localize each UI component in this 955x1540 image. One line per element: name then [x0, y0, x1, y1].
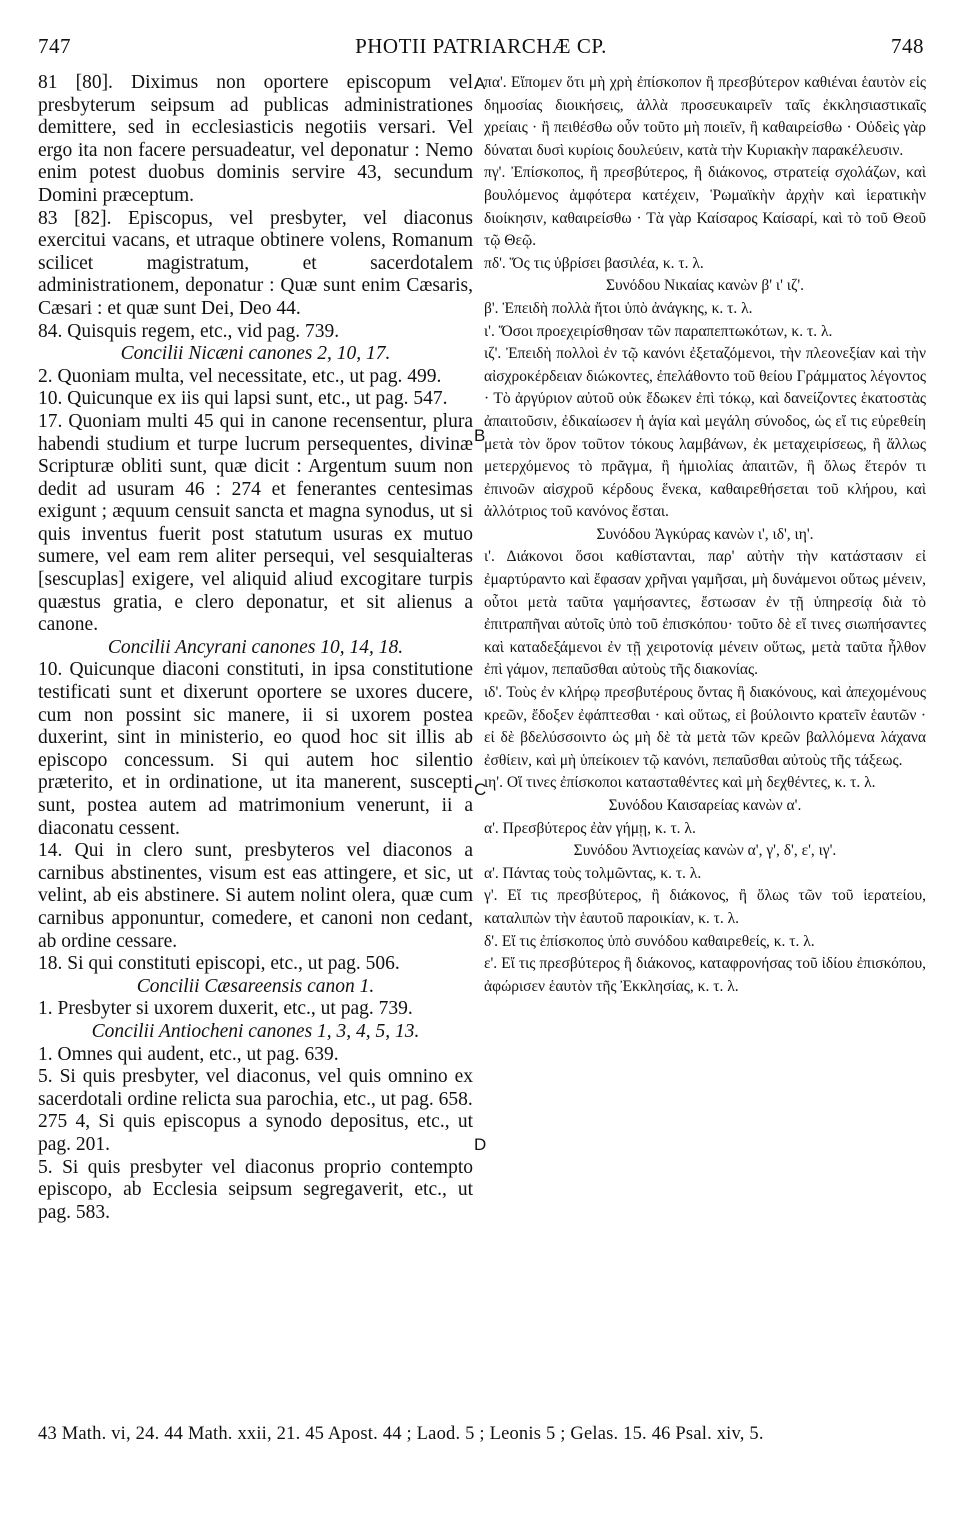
margin-marker-a: A [474, 74, 486, 93]
greek-canon-84: πδ'. Ὅς τις ὑβρίσει βασιλέα, κ. τ. λ. [484, 254, 704, 272]
margin-marker-b: B [474, 426, 486, 445]
greek-antioch-5: ε'. Εἴ τις πρεσβύτερος ἢ διάκονος, καταφρονήσας τοῦ ἰδίου ἐπισκόπου, ἀφώρισεν ἑαυτὸν τῆς Ἐκκλησίας, κ. τ. λ. [484, 955, 926, 995]
greek-caesarea-1: α'. Πρεσβύτερος ἐὰν γήμῃ, κ. τ. λ. [484, 819, 696, 837]
greek-canon-83: πγ'. Ἐπίσκοπος, ἢ πρεσβύτερος, ἢ διάκονος, στρατείᾳ σχολάζων, καὶ βουλόμενος ἀμφότερα κατέχειν, Ῥωμαϊκὴν ἀρχὴν καὶ ἱερατικὴν διοίκησιν, καθαιρείσθω · Τὰ γὰρ Καίσαρος Καίσαρί, καὶ τὸ τοῦ Θεοῦ τῷ Θεῷ. [484, 164, 926, 250]
greek-antioch-4: δ'. Εἴ τις ἐπίσκοπος ὑπὸ συνόδου καθαιρεθείς, κ. τ. λ. [484, 932, 815, 950]
latin-canon-84: 84. Quisquis regem, etc., vid pag. 739. [38, 320, 340, 342]
page-number-left: 747 [38, 34, 71, 58]
latin-ancyra-18: 18. Si qui constituti episcopi, etc., ut pag. 506. [38, 953, 400, 975]
latin-canon-83: 83 [82]. Episcopus, vel presbyter, vel diaconus exercitui vacans, et utraque obtinere volens, Romanum scilicet magistratum, et sacerdotalem administrationem, deponatur : Quæ sunt enim Cæsaris, Cæsari : et quæ sunt Dei, Deo 44. [38, 207, 473, 319]
latin-antioch-5b: 5. Si quis presbyter vel diaconus proprio contempto episcopo, ab Ecclesia seipsum segregaverit, etc., ut pag. 583. [38, 1156, 473, 1223]
greek-canon-81: πα'. Εἴπομεν ὅτι μὴ χρὴ ἐπίσκοπον ἢ πρεσβύτερον καθιέναι ἑαυτὸν εἰς δημοσίας διοικήσεις, ἀλλὰ προσευκαιρεῖν ταῖς ἐκκλησιαστικαῖς χρείαις · ἢ πειθέσθω οὖν τοῦτο μὴ ποιεῖν, ἢ καθαιρείσθω · Οὐδεὶς γὰρ δύναται δυσὶ κυρίοις δουλεύειν, κατὰ τὴν Κυριακὴν παρακέλευσιν. [484, 74, 926, 159]
latin-nicaea-17: 17. Quoniam multi 45 qui in canone recensentur, plura habendi studium et turpe lucrum persequentes, divinæ Scripturæ obliti sunt, quæ dicit : Argentum suum non dedit ad usuram 46 : 274 et fenerantes centesimas exigunt ; æquum censuit sancta et magna synodus, ut si quis inventus fuerit post statutum usuras ex mutuo sumere, vel eam rem aliter persequi, vel sesquialteras [sescuplas] exigere, vel aliquid aliud excogitare turpis quæstus gratia, e clero deponatur, et sit alienus a canone. [38, 410, 473, 636]
latin-column [38, 72, 473, 1224]
latin-caesarea-1: 1. Presbyter si uxorem duxerit, etc., ut pag. 739. [38, 998, 413, 1020]
latin-heading-nicaea: Concilii Nicæni canones 2, 10, 17. [120, 343, 391, 365]
latin-antioch-1: 1. Omnes qui audent, etc., ut pag. 639. [38, 1043, 339, 1065]
greek-heading-nicaea: Συνόδου Νικαίας κανὼν β' ι' ιζ'. [605, 277, 805, 295]
greek-heading-antioch: Συνόδου Ἀντιοχείας κανὼν α', γ', δ', ε', ιγ'. [573, 842, 837, 860]
latin-canon-81: 81 [80]. Diximus non oportere episcopum vel presbyterum seipsum ad publicas administrationes demittere, sed in ecclesiasticis negotiis versari. Vel ergo ita non facere persuadeatur, vel deponatur : Nemo enim potest duobus dominis servire 43, secundum Domini præceptum. [38, 72, 473, 206]
greek-ancyra-18: ιη'. Οἵ τινες ἐπίσκοποι κατασταθέντες καὶ μὴ δεχθέντες, κ. τ. λ. [484, 774, 876, 792]
latin-nicaea-2: 2. Quoniam multa, vel necessitate, etc., ut pag. 499. [38, 365, 442, 387]
running-title: PHOTII PATRIARCHÆ CP. [355, 34, 607, 58]
footnotes: 43 Math. vi, 24. 44 Math. xxii, 21. 45 Apost. 44 ; Laod. 5 ; Leonis 5 ; Gelas. 15. 46 Psal. xiv, 5. [38, 1424, 764, 1444]
greek-nicaea-2: β'. Ἐπειδὴ πολλὰ ἤτοι ὑπὸ ἀνάγκης, κ. τ. λ. [484, 299, 753, 317]
latin-heading-antioch: Concilii Antiocheni canones 1, 3, 4, 5, 13. [91, 1020, 420, 1042]
latin-ancyra-10: 10. Quicunque diaconi constituti, in ipsa constitutione testificati sunt et dixerunt oportere se uxores ducere, cum non possint sic manere, ii si uxorem postea duxerint, sint in ministerio, eo quod hoc sit illis ab episcopo concessum. Si qui autem hoc silentio præterito, et in ordinatione, ut ita manerent, suscepti sunt, postea autem ad matrimonium venerunt, ii a diaconatu cessent. [38, 659, 473, 839]
greek-nicaea-10: ι'. Ὅσοι προεχειρίσθησαν τῶν παραπεπτωκότων, κ. τ. λ. [484, 322, 833, 340]
margin-marker-d: D [474, 1135, 487, 1154]
greek-heading-ancyra: Συνόδου Ἀγκύρας κανὼν ι', ιδ', ιη'. [596, 525, 814, 543]
greek-ancyra-10: ι'. Διάκονοι ὅσοι καθίστανται, παρ' αὐτὴν τὴν κατάστασιν εἰ ἐμαρτύραντο καὶ ἔφασαν χρῆναι γαμῆσαι, μὴ δυνάμενοι οὕτως μένειν, οὗτοι μετὰ ταῦτα γαμήσαντες, ἔστωσαν ἐν τῇ ὑπηρεσίᾳ διὰ τὸ ἐπιτραπῆναι αὐτοῖς ὑπὸ τοῦ ἐπισκόπου· τοῦτο δὲ εἴ τινες σιωπήσαντες καὶ καταδεξάμενοι ἐν τῇ χειροτονίᾳ μένειν οὕτως, μετὰ ταῦτα ἦλθον ἐπὶ γάμον, πεπαῦσθαι αὐτοὺς τῆς διακονίας. [484, 548, 926, 679]
greek-nicaea-17: ιζ'. Ἐπειδὴ πολλοὶ ἐν τῷ κανόνι ἐξεταζόμενοι, τὴν πλεονεξίαν καὶ τὴν αἰσχροκέρδειαν διώκοντες, ἐπελάθοντο τοῦ θείου Γράμματος λέγοντος · Τὸ ἀργύριον αὐτοῦ οὐκ ἔδωκεν ἐπὶ τόκῳ, καὶ δανείζοντες ἑκατοστὰς ἀπαιτοῦσιν, ἐδικαίωσεν ἡ ἁγία καὶ μεγάλη σύνοδος, ὡς εἴ τις εὑρεθείη μετὰ τὸν ὅρον τοῦτον τόκους λαμβάνων, ἐκ μεταχειρίσεως, ἢ ἄλλως μετερχόμενος τὸ πρᾶγμα, ἢ ἡμιολίας ἀπαιτῶν, ἢ ὅλως ἕτερόν τι ἐπινοῶν αἰσχροῦ κέρδους ἕνεκα, καθαιρεθήσεται τοῦ κλήρου, καὶ ἀλλότριος τοῦ κανόνος ἔσται. [484, 345, 926, 521]
greek-heading-caesarea: Συνόδου Καισαρείας κανὼν α'. [608, 797, 802, 814]
latin-antioch-5: 5. Si quis presbyter, vel diaconus, vel quis omnino ex sacerdotali ordine relicta sua parochia, etc., ut pag. 658. [38, 1066, 473, 1110]
latin-heading-caesarea: Concilii Cæsareensis canon 1. [136, 975, 375, 997]
greek-ancyra-14: ιδ'. Τοὺς ἐν κλήρῳ πρεσβυτέρους ὄντας ἢ διακόνους, καὶ ἀπεχομένους κρεῶν, ἔδοξεν ἐφάπτεσθαι · καὶ οὕτως, εἰ βούλοιντο κρατεῖν ἑαυτῶν · εἰ δὲ βδελύσσοιντο ὡς μὴ δὲ τὰ μετὰ τῶν κρεῶν βαλλόμενα λάχανα ἐσθίειν, καὶ μὴ ὑπείκοιεν τῷ κανόνι, πεπαῦσθαι αὐτοὺς τῆς τάξεως. [484, 684, 926, 769]
greek-column [484, 72, 926, 998]
greek-antioch-3: γ'. Εἴ τις πρεσβύτερος, ἢ διάκονος, ἢ ὅλως τῶν τοῦ ἱερατείου, καταλιπὼν τὴν ἑαυτοῦ παροικίαν, κ. τ. λ. [484, 887, 926, 927]
page-header [38, 34, 924, 62]
latin-heading-ancyra: Concilii Ancyrani canones 10, 14, 18. [107, 636, 404, 658]
latin-antioch-4: 275 4, Si quis episcopus a synodo depositus, etc., ut pag. 201. [38, 1111, 473, 1155]
page-number-right: 748 [891, 34, 924, 58]
latin-nicaea-10: 10. Quicunque ex iis qui lapsi sunt, etc., ut pag. 547. [38, 388, 448, 410]
margin-marker-c: C [474, 780, 487, 799]
greek-antioch-1: α'. Πάντας τοὺς τολμῶντας, κ. τ. λ. [484, 864, 702, 882]
latin-ancyra-14: 14. Qui in clero sunt, presbyteros vel diaconos a carnibus abstinentes, visum est eas attingere, et sic, ut velint, ab eis abstinere. Si autem nolint olera, quæ cum carnibus apponuntur, comedere, et canoni non cedant, ab ordine cessare. [38, 840, 473, 952]
